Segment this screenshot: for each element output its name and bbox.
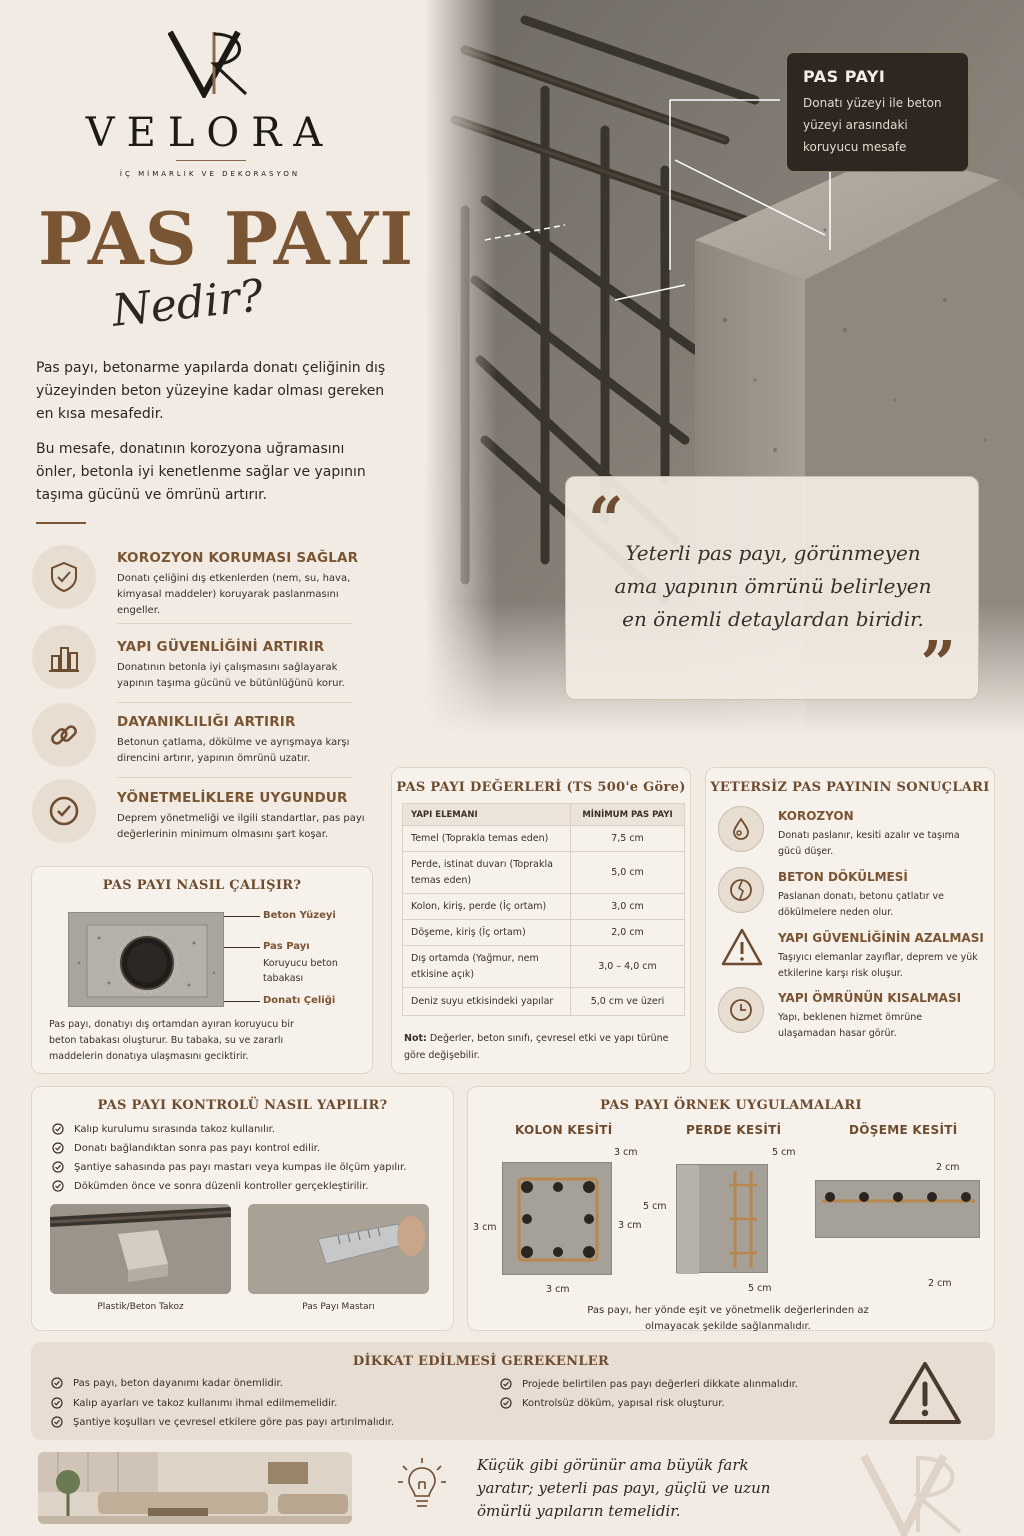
gauge-photo [248,1204,429,1294]
list-item-text: Dökümden önce ve sonra düzenli kontroller gerçekleştirilir. [74,1180,369,1192]
consequence-icon-circle [718,987,764,1033]
table-header: YAPI ELEMANI [403,804,571,826]
list-item-text: Şantiye sahasında pas payı mastarı veya kumpas ile ölçüm yapılır. [74,1161,407,1173]
feature-text: Betonun çatlama, dökülme ve ayrışmaya karşı direncini artırır, yapının ömrünü uzatır. [117,737,350,764]
list-item-text: Kalıp ayarları ve takoz kullanımı ihmal edilmemelidir. [73,1397,338,1409]
photo-caption: Plastik/Beton Takoz [97,1302,184,1312]
feature-text: Deprem yönetmeliği ve ilgili standartlar, pas payı değerlerinin minimum olmasını şart koşar. [117,813,365,840]
table-header: MİNİMUM PAS PAYI [571,804,685,826]
list-item-text: Donatı bağlandıktan sonra pas payı kontrol edilir. [74,1142,320,1154]
list-item-text: Projede belirtilen pas payı değerleri dikkate alınmalıdır. [522,1378,798,1390]
table-cell-element: Deniz suyu etkisindeki yapılar [403,988,571,1016]
divider [117,623,352,624]
drop-icon [729,817,753,841]
brand-tagline: İÇ MİMARLIK VE DEKORASYON [119,170,301,178]
list-item [51,1397,337,1409]
callout-text: Donatı yüzeyi ile beton yüzeyi arasındaki koruyucu mesafe [803,96,942,154]
list-item-text: Kalıp kurulumu sırasında takoz kullanılır. [74,1123,276,1135]
feature-icon-circle [32,779,96,843]
control-card [31,1086,454,1331]
dim-label: 5 cm [643,1201,667,1212]
chain-link-icon [47,718,81,752]
intro-paragraph-1: Pas payı, betonarme yapılarda donatı çeliğinin dış yüzeyinden beton yüzeyine kadar olması gereken en kısa mesafedir. [36,360,386,422]
feature-icon-circle [32,625,96,689]
page-title: PAS PAYI [38,196,415,281]
consequence-icon-circle [718,806,764,852]
list-item-text: Şantiye koşulları ve çevresel etkilere göre pas payı artırılmalıdır. [73,1416,395,1428]
card-title: DİKKAT EDİLMESİ GEREKENLER [352,1354,610,1369]
label-cover: Pas Payı [263,941,310,952]
check-circle-icon [52,1123,64,1135]
open-quote-icon: “ [588,483,624,556]
how-text: Pas payı, donatıyı dış ortamdan ayıran koruyucu bir beton tabakası oluşturur. Bu tabaka, su ve zararlı maddelerin donatıya ulaşmasını geciktirir. [49,1019,294,1062]
check-circle-icon [52,1142,64,1154]
table-row [403,894,685,920]
table-row [403,920,685,946]
feature-title: KOROZYON KORUMASI SAĞLAR [117,550,359,566]
table-cell-value: 2,0 cm [571,920,685,946]
values-table [402,803,685,1016]
how-it-works-card [31,866,373,1074]
table-cell-value: 5,0 cm ve üzeri [571,988,685,1016]
consequences-card [705,767,995,1074]
divider [117,702,352,703]
table-row [403,852,685,894]
feature-text: Donatı çeliğini dış etkenlerden (nem, su, hava, kimyasal maddeler) koruyarak paslanmasını engeller. [117,573,351,616]
list-item [51,1416,394,1428]
dim-label: 2 cm [936,1162,960,1173]
list-item [52,1180,369,1192]
feature-title: YÖNETMELİKLERE UYGUNDUR [117,790,348,806]
table-row [403,826,685,852]
slab-section-title: DÖŞEME KESİTİ [849,1123,958,1137]
list-item [51,1377,283,1389]
slab-section-diagram [815,1180,980,1238]
shield-check-icon [47,560,81,594]
wall-section-diagram [676,1164,768,1273]
leader-line [224,1001,260,1002]
table-cell-value: 3,0 – 4,0 cm [571,946,685,988]
label-steel: Donatı Çeliği [263,995,336,1006]
brand-name: VELORA [85,110,335,156]
check-circle-icon [52,1180,64,1192]
definition-callout [786,52,969,172]
callout-title: PAS PAYI [803,67,886,86]
check-circle-icon [500,1378,512,1390]
list-item [52,1142,320,1154]
list-item [52,1123,275,1135]
consequence-text: Yapı, beklenen hizmet ömrüne ulaşamadan hasar görür. [778,1012,923,1039]
warning-icon [720,926,764,970]
examples-card [467,1086,995,1331]
photo-caption: Pas Payı Mastarı [302,1302,375,1312]
card-title: PAS PAYI KONTROLÜ NASIL YAPILIR? [97,1098,388,1113]
lightbulb-icon [397,1456,447,1512]
feature-icon-circle [32,545,96,609]
consequence-text: Taşıyıcı elemanlar zayıflar, deprem ve yük etkilerine karşı risk oluşur. [778,952,978,979]
table-row [403,988,685,1016]
quote-card [565,476,979,700]
card-title: PAS PAYI ÖRNEK UYGULAMALARI [600,1098,862,1113]
dim-label: 3 cm [546,1284,570,1295]
wall-section-title: PERDE KESİTİ [686,1123,782,1137]
dim-label: 3 cm [473,1222,497,1233]
concrete-section-diagram [68,912,224,1007]
examples-note: Pas payı, her yönde eşit ve yönetmelik değerlerinden az olmayacak şekilde sağlanmalıdır. [587,1305,869,1332]
leader-line [224,947,260,948]
table-row [403,946,685,988]
table-cell-element: Temel (Toprakla temas eden) [403,826,571,852]
table-cell-element: Dış ortamda (Yağmur, nem etkisine açık) [403,946,571,988]
note-text: Değerler, beton sınıfı, çevresel etki ve yapı türüne göre değişebilir. [404,1033,669,1061]
table-cell-element: Perde, istinat duvarı (Toprakla temas eden) [403,852,571,894]
list-item [52,1161,406,1173]
living-room-photo [38,1452,352,1524]
dim-label: 3 cm [614,1147,638,1158]
page-subtitle: Nedir? [109,270,266,337]
dim-label: 3 cm [618,1220,642,1231]
brand-divider [176,160,246,161]
column-section-diagram [502,1162,612,1275]
warning-icon [887,1360,963,1428]
feature-title: YAPI GÜVENLİĞİNİ ARTIRIR [117,639,325,655]
table-note [404,1030,682,1064]
building-icon [47,640,81,674]
consequence-title: BETON DÖKÜLMESİ [778,870,908,884]
table-header-row [403,804,685,826]
dim-label: 2 cm [928,1278,952,1289]
label-cover-sub: Koruyucu beton tabakası [263,958,338,984]
table-cell-value: 3,0 cm [571,894,685,920]
card-title: PAS PAYI NASIL ÇALIŞIR? [102,878,302,893]
list-item-text: Pas payı, beton dayanımı kadar önemlidir. [73,1377,283,1389]
list-item [500,1378,798,1390]
card-title: PAS PAYI DEĞERLERİ (TS 500'e Göre) [396,780,686,795]
consequence-text: Donatı paslanır, kesiti azalır ve taşıma gücü düşer. [778,830,960,857]
velora-logo-icon [168,28,268,98]
check-circle-icon [51,1397,63,1409]
leader-line [224,916,260,917]
feature-icon-circle [32,703,96,767]
table-cell-value: 5,0 cm [571,852,685,894]
crack-icon [729,878,753,902]
consequence-title: YAPI GÜVENLİĞİNİN AZALMASI [778,931,984,945]
consequence-title: YAPI ÖMRÜNÜN KISALMASI [778,991,962,1005]
consequence-icon-circle [718,867,764,913]
table-cell-element: Döşeme, kiriş (İç ortam) [403,920,571,946]
spacer-photo [50,1204,231,1294]
consequence-title: KOROZYON [778,809,854,823]
check-circle-icon [51,1377,63,1389]
intro-paragraph-2: Bu mesafe, donatının korozyona uğramasını önler, betonla iyi kenetlenme sağlar ve yapının taşıma gücünü ve ömrünü artırır. [36,441,366,503]
table-cell-value: 7,5 cm [571,826,685,852]
note-label: Not: [404,1033,427,1044]
check-circle-icon [47,794,81,828]
clock-icon [729,998,753,1022]
footer-text: Küçük gibi görünür ama büyük fark yaratır; yeterli pas payı, güçlü ve uzun ömürlü yapıların temelidir. [477,1456,771,1520]
feature-text: Donatının betonla iyi çalışmasını sağlayarak yapının taşıma gücünü ve bütünlüğünü korur. [117,662,345,689]
divider [117,777,352,778]
feature-title: DAYANIKLILIĞI ARTIRIR [117,714,296,730]
velora-watermark-icon [860,1452,990,1536]
label-concrete-surface: Beton Yüzeyi [263,910,336,921]
attention-band [31,1342,995,1440]
consequence-text: Paslanan donatı, betonu çatlatır ve dökülmelere neden olur. [778,891,944,918]
check-circle-icon [500,1397,512,1409]
intro-divider [36,522,86,524]
values-table-card [391,767,691,1074]
close-quote-icon: ” [920,627,956,700]
quote-text: Yeterli pas payı, görünmeyen ama yapının ömrünü belirleyen en önemli detaylardan biridir. [614,541,932,631]
list-item-text: Kontrolsüz döküm, yapısal risk oluşturur. [522,1397,725,1409]
dim-label: 5 cm [748,1283,772,1294]
check-circle-icon [51,1416,63,1428]
card-title: YETERSİZ PAS PAYININ SONUÇLARI [710,780,990,795]
table-cell-element: Kolon, kiriş, perde (İç ortam) [403,894,571,920]
dim-label: 5 cm [772,1147,796,1158]
check-circle-icon [52,1161,64,1173]
list-item [500,1397,725,1409]
column-section-title: KOLON KESİTİ [515,1123,613,1137]
